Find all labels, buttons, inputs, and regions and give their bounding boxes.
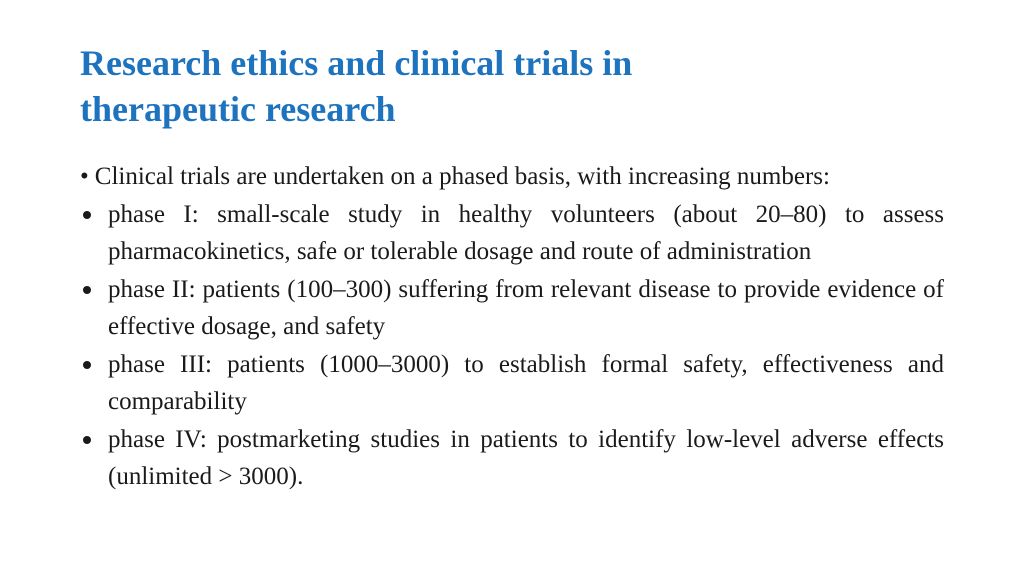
phase-item-2 (80, 271, 944, 346)
phase-item-4 (80, 421, 944, 496)
phase-item-3 (80, 346, 944, 421)
phase-text: phase IV: postmarketing studies in patients to identify low-level adverse effects (unlimited > 3000). (108, 425, 944, 490)
slide-title-line-2: therapeutic research (80, 89, 396, 129)
bullet-dot-icon (83, 361, 91, 369)
slide-body (80, 158, 944, 496)
phase-text: phase II: patients (100–300) suffering from relevant disease to provide evidence of effective dosage, and safety (108, 275, 944, 340)
bullet-dot-icon (83, 286, 91, 294)
slide-title-line-1: Research ethics and clinical trials in (80, 43, 633, 83)
bullet-icon: • (80, 163, 89, 190)
intro-paragraph (80, 158, 944, 196)
bullet-dot-icon (83, 436, 91, 444)
phase-item-1 (80, 196, 944, 271)
bullet-dot-icon (83, 211, 91, 219)
phase-text: phase III: patients (1000–3000) to establish formal safety, effectiveness and comparability (108, 350, 944, 415)
phase-list (80, 196, 944, 496)
slide-title (80, 40, 940, 132)
intro-text: Clinical trials are undertaken on a phased basis, with increasing numbers: (94, 163, 830, 190)
phase-text: phase I: small-scale study in healthy volunteers (about 20–80) to assess pharmacokinetics, safe or tolerable dosage and route of administration (108, 200, 944, 265)
